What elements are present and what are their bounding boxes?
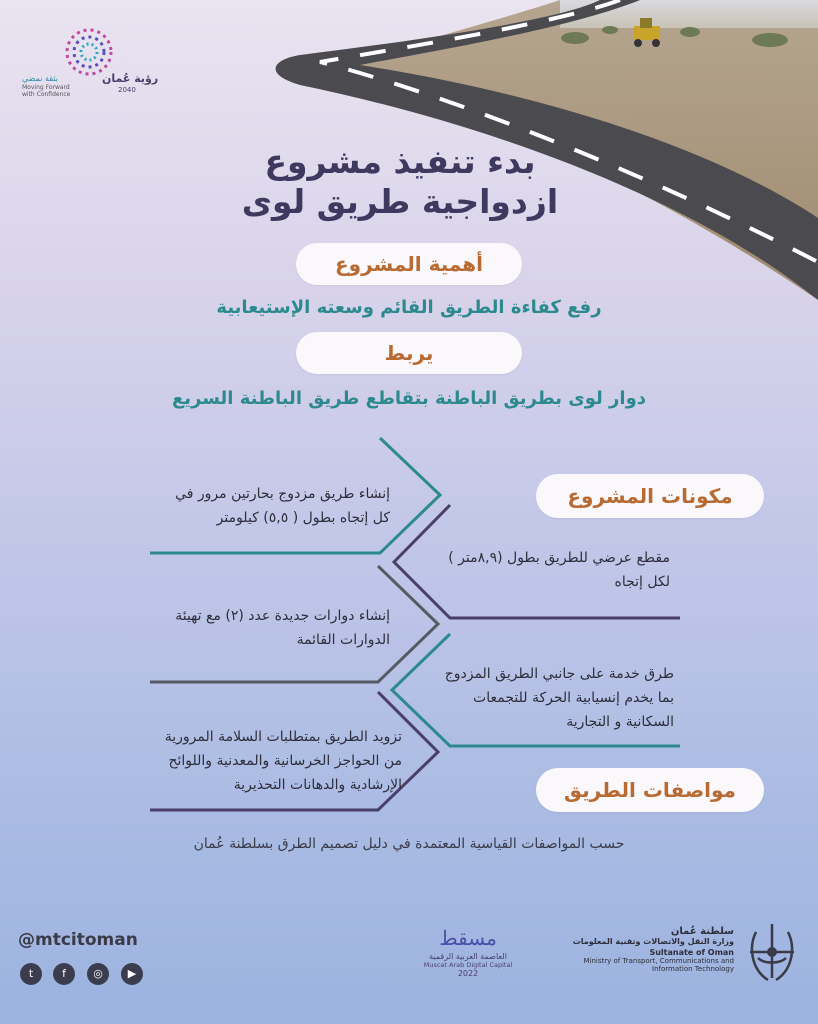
twitter-icon[interactable]: t xyxy=(20,963,42,985)
component-item xyxy=(150,482,390,530)
importance-label: أهمية المشروع xyxy=(296,243,522,285)
component-item-5-line3: الإرشادية والدهانات التحذيرية xyxy=(233,777,402,793)
page-title-line1: بدء تنفيذ مشروع xyxy=(264,142,536,181)
component-item-4-line3: السكانية و التجارية xyxy=(566,714,674,730)
instagram-icon[interactable]: ◎ xyxy=(87,963,109,985)
connects-text: دوار لوى بطريق الباطنة بتقاطع طريق الباطنة السريع xyxy=(171,388,647,409)
specs-text: حسب المواصفات القياسية المعتمدة في دليل تصميم الطرق بسلطنة عُمان xyxy=(193,836,625,852)
component-item-1-line1: إنشاء طريق مزدوج بحارتين مرور في xyxy=(175,486,390,502)
vision-2040-logo xyxy=(14,18,159,108)
importance-text: رفع كفاءة الطريق القائم وسعته الإستيعابية xyxy=(216,297,602,318)
ministry-en-2: Ministry of Transport, Communications and xyxy=(583,957,734,965)
ministry-en-3: Information Technology xyxy=(652,965,734,973)
component-item-2-line2: لكل إتجاه xyxy=(614,574,670,590)
component-item-3-line1: إنشاء دوارات جديدة عدد (٢) مع تهيئة xyxy=(175,608,390,624)
digital-capital-logo xyxy=(408,926,528,996)
page-title-line2: ازدواجية طريق لوى xyxy=(241,182,559,221)
component-item xyxy=(150,604,390,652)
digital-capital-arabic: العاصمة العربية الرقمية xyxy=(429,952,507,961)
component-item-5-line1: تزويد الطريق بمتطلبات السلامة المرورية xyxy=(164,729,402,745)
component-item-1-line2: كل إتجاه بطول ( ٥,٥) كيلومتر xyxy=(216,510,390,526)
component-item xyxy=(430,546,670,594)
component-item xyxy=(120,725,402,797)
component-item-4-line2: بما يخدم إنسيابية الحركة للتجمعات xyxy=(473,690,674,706)
digital-capital-english: Muscat Arab Digital Capital xyxy=(423,961,513,969)
connects-label: يربط xyxy=(296,332,522,374)
ministry-ar-2: وزارة النقل والاتصالات وتقنية المعلومات xyxy=(572,937,734,946)
specs-label: مواصفات الطريق xyxy=(536,768,764,812)
vision-tagline-en-2: with Confidence xyxy=(22,91,71,98)
component-item-2-line1: مقطع عرضي للطريق بطول (٨,٩متر ) xyxy=(448,550,670,566)
social-handle[interactable]: @mtcitoman xyxy=(18,930,138,950)
ministry-block xyxy=(540,926,734,973)
component-item-5-line2: من الحواجز الخرسانية والمعدنية واللوائح xyxy=(168,753,402,769)
vision-tagline-ar: بثقة نمضي xyxy=(22,74,58,83)
ministry-ar-1: سلطنة عُمان xyxy=(670,926,734,937)
facebook-icon[interactable]: f xyxy=(53,963,75,985)
component-item xyxy=(430,662,674,734)
oman-emblem-icon xyxy=(742,918,802,990)
vision-year: 2040 xyxy=(118,86,136,94)
ministry-en-1: Sultanate of Oman xyxy=(649,948,734,957)
component-item-3-line2: الدوارات القائمة xyxy=(296,632,390,648)
youtube-icon[interactable]: ▶ xyxy=(121,963,143,985)
vision-arabic-label: رؤية عُمان xyxy=(102,72,159,85)
component-item-4-line1: طرق خدمة على جانبي الطريق المزدوج xyxy=(444,666,674,682)
digital-capital-year: 2022 xyxy=(457,969,479,978)
vision-tagline-en-1: Moving Forward xyxy=(22,84,70,91)
components-label: مكونات المشروع xyxy=(536,474,764,518)
digital-capital-glyph: مسقط xyxy=(439,926,497,950)
